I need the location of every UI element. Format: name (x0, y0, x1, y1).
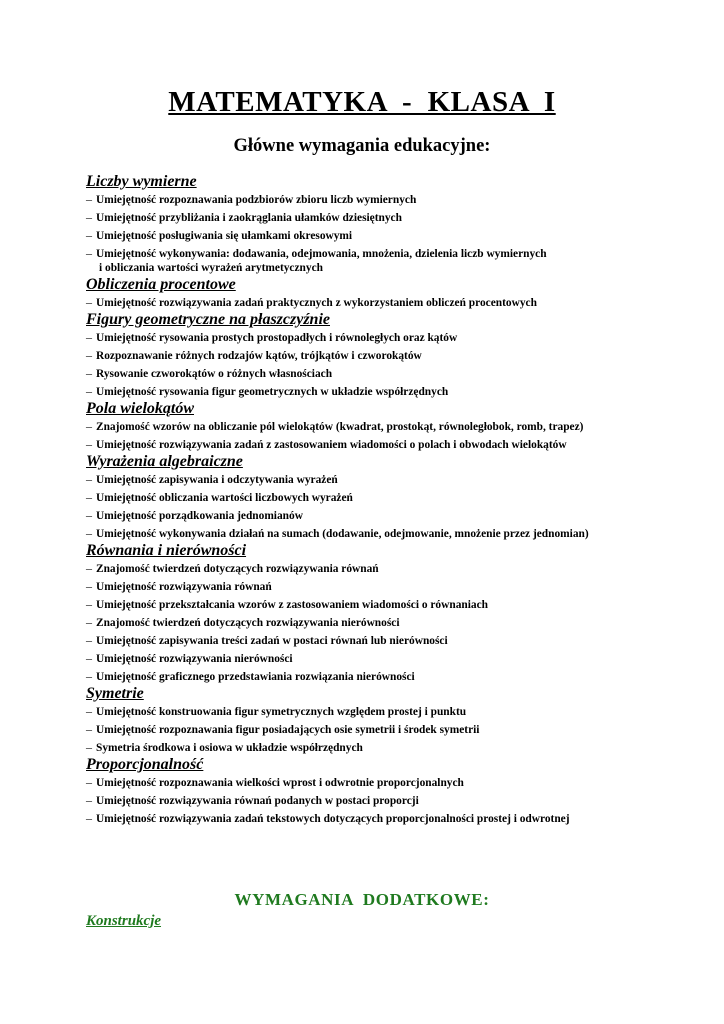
requirement-item (86, 562, 686, 576)
additional-requirements-title: WYMAGANIA DODATKOWE: (234, 890, 490, 909)
requirement-text: Umiejętność rozwiązywania zadań praktycznych z wykorzystaniem obliczeń procentowych (96, 297, 537, 309)
section-heading: Symetrie (86, 685, 144, 702)
dash-bullet-icon: – (86, 597, 92, 611)
requirement-item (86, 705, 686, 719)
dash-bullet-icon: – (86, 330, 92, 344)
requirement-item (86, 473, 686, 487)
requirement-text: Umiejętność rozwiązywania zadań tekstowych dotyczących proporcjonalności prostej i odwrotnej (96, 813, 570, 825)
requirement-item (86, 812, 686, 826)
dash-bullet-icon: – (86, 295, 92, 309)
dash-bullet-icon: – (86, 508, 92, 522)
dash-bullet-icon: – (86, 490, 92, 504)
requirement-item (86, 211, 686, 225)
dash-bullet-icon: – (86, 526, 92, 540)
requirement-text: Umiejętność rozpoznawania podzbiorów zbioru liczb wymiernych (96, 194, 417, 206)
requirement-item (86, 385, 686, 399)
section (86, 275, 686, 310)
requirement-text: Znajomość twierdzeń dotyczących rozwiązywania nierówności (96, 617, 400, 629)
requirement-item (86, 438, 686, 452)
dash-bullet-icon: – (86, 419, 92, 433)
requirement-text: Umiejętność przybliżania i zaokrąglania ułamków dziesiętnych (96, 212, 402, 224)
section (86, 684, 686, 755)
requirement-item (86, 247, 686, 275)
requirement-item (86, 794, 686, 808)
section-heading: Figury geometryczne na płaszczyźnie (86, 311, 330, 328)
section (86, 310, 686, 399)
section (86, 399, 686, 452)
requirement-item (86, 509, 686, 523)
section-heading: Wyrażenia algebraiczne (86, 453, 243, 470)
requirement-text: Umiejętność rozwiązywania nierówności (96, 653, 293, 665)
requirement-text: Umiejętność rozwiązywania równań (96, 581, 272, 593)
requirement-text: Znajomość twierdzeń dotyczących rozwiązywania równań (96, 563, 379, 575)
dash-bullet-icon: – (86, 579, 92, 593)
requirement-text: Umiejętność porządkowania jednomianów (96, 510, 303, 522)
requirement-item (86, 527, 686, 541)
section (86, 755, 686, 826)
requirement-text-continuation: i obliczania wartości wyrażeń arytmetycznych (99, 262, 323, 274)
dash-bullet-icon: – (86, 472, 92, 486)
requirement-text: Umiejętność rozpoznawania wielkości wprost i odwrotnie proporcjonalnych (96, 777, 464, 789)
requirement-text: Umiejętność zapisywania treści zadań w postaci równań lub nierówności (96, 635, 448, 647)
requirement-item (86, 741, 686, 755)
page-title: MATEMATYKA - KLASA I (168, 86, 556, 118)
dash-bullet-icon: – (86, 437, 92, 451)
requirement-text: Znajomość wzorów na obliczanie pól wielokątów (kwadrat, prostokąt, równoległobok, romb, trapez) (96, 421, 584, 433)
requirement-text: Umiejętność zapisywania i odczytywania wyrażeń (96, 474, 338, 486)
requirement-text: Rozpoznawanie różnych rodzajów kątów, trójkątów i czworokątów (96, 350, 422, 362)
requirement-item (86, 229, 686, 243)
dash-bullet-icon: – (86, 793, 92, 807)
requirement-item (86, 616, 686, 630)
requirement-item (86, 367, 686, 381)
dash-bullet-icon: – (86, 722, 92, 736)
section-heading: Pola wielokątów (86, 400, 194, 417)
page-subtitle: Główne wymagania edukacyjne: (233, 136, 491, 156)
dash-bullet-icon: – (86, 615, 92, 629)
requirement-item (86, 776, 686, 790)
requirement-item (86, 193, 686, 207)
requirement-item (86, 491, 686, 505)
requirement-text: Umiejętność konstruowania figur symetrycznych względem prostej i punktu (96, 706, 467, 718)
requirement-item (86, 723, 686, 737)
dash-bullet-icon: – (86, 651, 92, 665)
section-heading-konstrukcje: Konstrukcje (86, 913, 162, 929)
requirement-text: Rysowanie czworokątów o różnych własnościach (96, 368, 333, 380)
dash-bullet-icon: – (86, 811, 92, 825)
dash-bullet-icon: – (86, 384, 92, 398)
section (86, 541, 686, 684)
requirement-text: Umiejętność rysowania prostych prostopadłych i równoległych oraz kątów (96, 332, 458, 344)
dash-bullet-icon: – (86, 775, 92, 789)
dash-bullet-icon: – (86, 669, 92, 683)
requirement-item (86, 420, 686, 434)
dash-bullet-icon: – (86, 228, 92, 242)
requirements-list (86, 172, 686, 826)
dash-bullet-icon: – (86, 192, 92, 206)
requirement-text: Umiejętność przekształcania wzorów z zastosowaniem wiadomości o równaniach (96, 599, 488, 611)
requirement-text: Umiejętność obliczania wartości liczbowych wyrażeń (96, 492, 353, 504)
section-heading: Proporcjonalność (86, 756, 204, 773)
requirement-text: Umiejętność graficznego przedstawiania rozwiązania nierówności (96, 671, 415, 683)
requirement-item (86, 331, 686, 345)
dash-bullet-icon: – (86, 246, 92, 260)
requirement-text: Umiejętność wykonywania działań na sumach (dodawanie, odejmowanie, mnożenie przez jednomian) (96, 528, 589, 540)
section-heading: Obliczenia procentowe (86, 276, 236, 293)
requirement-item (86, 349, 686, 363)
requirement-text: Umiejętność posługiwania się ułamkami okresowymi (96, 230, 353, 242)
dash-bullet-icon: – (86, 633, 92, 647)
dash-bullet-icon: – (86, 348, 92, 362)
section (86, 172, 686, 275)
requirement-text: Symetria środkowa i osiowa w układzie współrzędnych (96, 742, 363, 754)
section-heading: Liczby wymierne (86, 173, 197, 190)
dash-bullet-icon: – (86, 366, 92, 380)
section (86, 452, 686, 541)
dash-bullet-icon: – (86, 740, 92, 754)
section-heading: Równania i nierówności (86, 542, 247, 559)
requirement-text: Umiejętność wykonywania: dodawania, odejmowania, mnożenia, dzielenia liczb wymiernych (96, 248, 547, 260)
dash-bullet-icon: – (86, 210, 92, 224)
requirement-item (86, 296, 686, 310)
requirement-text: Umiejętność rysowania figur geometrycznych w układzie współrzędnych (96, 386, 449, 398)
dash-bullet-icon: – (86, 704, 92, 718)
requirement-item (86, 670, 686, 684)
requirement-item (86, 652, 686, 666)
requirement-item (86, 580, 686, 594)
requirement-text: Umiejętność rozwiązywania równań podanych w postaci proporcji (96, 795, 419, 807)
requirement-item (86, 598, 686, 612)
dash-bullet-icon: – (86, 561, 92, 575)
requirement-text: Umiejętność rozwiązywania zadań z zastosowaniem wiadomości o polach i obwodach wielokątów (96, 439, 567, 451)
requirement-text: Umiejętność rozpoznawania figur posiadających osie symetrii i środek symetrii (96, 724, 480, 736)
requirement-item (86, 634, 686, 648)
